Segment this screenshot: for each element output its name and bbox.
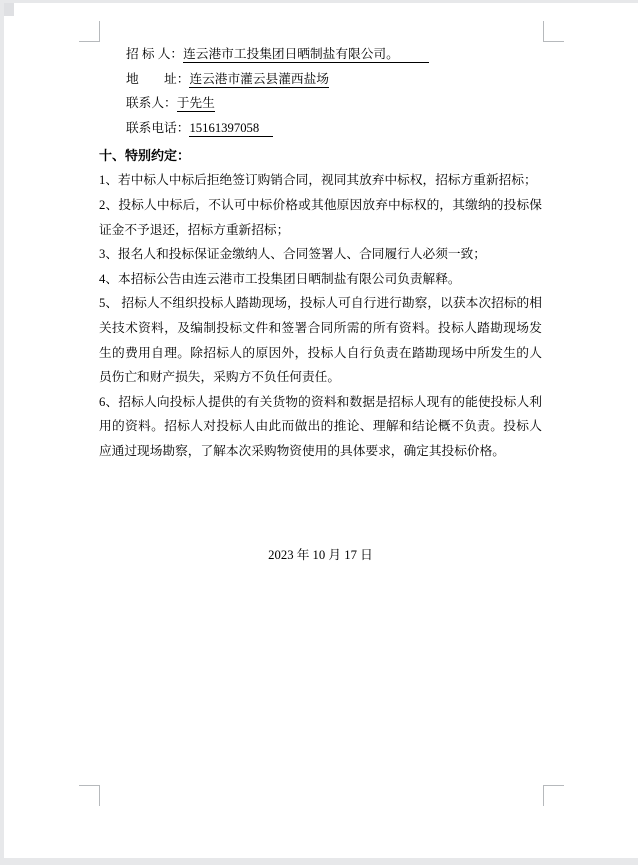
contact-row-phone bbox=[99, 116, 542, 141]
document-date: 2023 年 10 月 17 日 bbox=[268, 547, 373, 562]
contact-info-block bbox=[99, 42, 542, 140]
document-page[interactable] bbox=[4, 3, 638, 858]
tenderee-label: 招 标 人： bbox=[126, 47, 184, 61]
address-label: 地 址： bbox=[126, 71, 190, 86]
crop-mark-top-right bbox=[543, 21, 564, 42]
clause-paragraph-1: 1、若中标人中标后拒绝签订购销合同，视同其放弃中标权，招标方重新招标； bbox=[99, 173, 537, 188]
document-content bbox=[99, 42, 542, 567]
contact-row-contact-person bbox=[99, 91, 542, 116]
section-heading: 十、特别约定： bbox=[99, 147, 191, 163]
phone-label: 联系电话： bbox=[126, 120, 190, 135]
clause-paragraph-2: 2、投标人中标后，不认可中标价格或其他原因放弃中标权的，其缴纳的投标保证金不予退还，招标方重新招标； bbox=[99, 198, 542, 237]
crop-mark-bottom-right bbox=[543, 785, 564, 806]
contact-person-value: 于先生 bbox=[176, 96, 215, 111]
clause-paragraph-5: 5、 招标人不组织投标人踏勘现场，投标人可自行进行勘察，以获本次招标的相关技术资料，及编制投标文件和签署合同所需的所有资料。投标人踏勘现场发生的费用自理。除招标人的原因外，投标人自行负责在踏勘现场中所发生的人员伤亡和财产损失，采购方不负任何责任。 bbox=[99, 296, 542, 385]
crop-mark-bottom-left bbox=[79, 785, 100, 806]
tenderee-value: 连云港市工投集团日晒制盐有限公司。 bbox=[183, 47, 429, 63]
crop-mark-top-left bbox=[79, 21, 100, 42]
phone-value: 15161397058 bbox=[189, 121, 273, 137]
clause-paragraph-4: 4、本招标公告由连云港市工投集团日晒制盐有限公司负责解释。 bbox=[99, 271, 461, 286]
clause-paragraph-3: 3、报名人和投标保证金缴纳人、合同签署人、合同履行人必须一致； bbox=[99, 247, 486, 262]
address-value: 连云港市灌云县灌西盐场 bbox=[189, 71, 329, 86]
contact-row-address bbox=[99, 67, 542, 92]
contact-row-tenderee bbox=[99, 42, 542, 67]
page-corner-shade bbox=[4, 3, 14, 16]
contact-person-label: 联系人： bbox=[126, 96, 177, 111]
clause-paragraph-6: 6、招标人向投标人提供的有关货物的资料和数据是招标人现有的能使投标人利用的资料。招标人对投标人由此而做出的推论、理解和结论概不负责。投标人应通过现场勘察，了解本次采购物资使用的具体要求，确定其投标价格。 bbox=[99, 394, 542, 458]
